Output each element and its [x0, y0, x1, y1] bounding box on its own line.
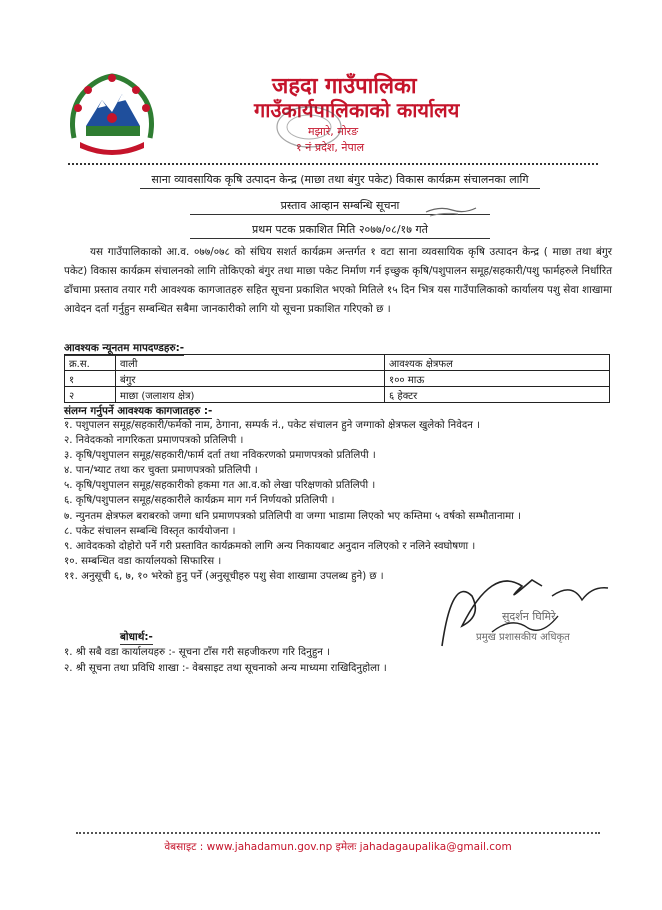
- footer-contact: वेबसाइट : www.jahadamun.gov.np इमेलः jahadagaupalika@gmail.com: [164, 841, 512, 853]
- table-cell: बंगुर: [116, 371, 385, 387]
- signature: [432, 556, 632, 658]
- district-name: मझारे, मोरङ: [308, 125, 359, 138]
- office-seal-icon: [274, 104, 344, 150]
- table-row: [65, 387, 610, 403]
- svg-text:सुदर्शन घिमिरे: सुदर्शन घिमिरे: [502, 610, 556, 623]
- list-item: ७. न्युनतम क्षेत्रफल बराबरको जग्गा धनि प्रमाणपत्रको प्रतिलिपी वा जग्गा भाडामा लिएको भए कम्तिमा ५ वर्षको सम्भौतानामा ।: [64, 510, 521, 522]
- column-header: क्र.स.: [65, 355, 116, 371]
- svg-text:प्रमुख प्रशासकीय अधिकृत: प्रमुख प्रशासकीय अधिकृत: [476, 632, 570, 643]
- table-cell: १: [65, 371, 116, 387]
- documents-heading: संलग्न गर्नुपर्ने आवश्यक कागजातहरु :-: [64, 405, 213, 417]
- table-cell: माछा (जलाशय क्षेत्र): [116, 387, 385, 403]
- office-name: गाउँकार्यपालिकाको कार्यालय: [254, 98, 460, 122]
- list-item: १०. सम्बन्धित वडा कार्यालयको सिफारिस ।: [64, 555, 222, 567]
- table-cell: ६ हेक्टर: [385, 387, 610, 403]
- list-item: १. पशुपालन समूह/सहकारी/फर्मको नाम, ठेगाना, सम्पर्क नं., पकेट संचालन हुने जग्गाको क्षेत्रफल खुलेको निवेदन ।: [64, 420, 481, 431]
- table-cell: २: [65, 387, 116, 403]
- nepal-emblem-icon: [64, 68, 160, 160]
- notice-title: प्रस्ताव आव्हान सम्बन्धि सूचना: [190, 198, 490, 215]
- pen-mark: [424, 200, 478, 220]
- table-cell: १०० माऊ: [385, 371, 610, 387]
- list-item: २. निवेदकको नागरिकता प्रमाणपत्रको प्रतिलिपी ।: [64, 435, 244, 447]
- cc-list: [64, 645, 624, 677]
- table-row: [65, 371, 610, 387]
- criteria-heading: आवश्यक न्यूनतम मापदण्डहरु:-: [64, 342, 185, 354]
- list-item: १. श्री सबै वडा कार्यालयहरु :- सूचना टाँस गरी सहजीकरण गरि दिनुहुन ।: [64, 647, 331, 658]
- column-header: वाली: [116, 355, 385, 371]
- cc-heading: बोधार्थ:-: [120, 631, 153, 643]
- list-item: ११. अनुसूची ६, ७, १० भरेको हुनु पर्ने (अनुसूचीहरु पशु सेवा शाखामा उपलब्ध हुने) छ ।: [64, 570, 384, 582]
- column-header: आवश्यक क्षेत्रफल: [385, 355, 610, 371]
- list-item: ९. आवेदकको दोहोरो पर्ने गरी प्रस्तावित कार्यक्रमको लागि अन्य निकायबाट अनुदान नलिएको र नलिने स्वघोषणा ।: [64, 540, 476, 552]
- notice-subject: साना व्यावसायिक कृषि उत्पादन केन्द्र (माछा तथा बंगुर पकेट) विकास कार्यक्रम संचालनका लागि: [140, 172, 540, 189]
- footer-divider: [76, 832, 600, 834]
- header-divider: [68, 163, 598, 165]
- list-item: ४. पान/भ्याट तथा कर चुक्ता प्रमाणपत्रको प्रतिलिपी ।: [64, 465, 258, 477]
- table-header-row: [65, 355, 610, 371]
- province-name: १ नं प्रदेश, नेपाल: [296, 141, 365, 154]
- list-item: ६. कृषि/पशुपालन समूह/सहकारीले कार्यक्रम माग गर्न निर्णयको प्रतिलिपी ।: [64, 495, 335, 507]
- publication-date: प्रथम पटक प्रकाशित मिति २०७७/०८/१७ गते: [190, 222, 490, 239]
- criteria-table: [64, 354, 610, 403]
- municipality-name: जहदा गाउँपालिका: [272, 74, 417, 99]
- list-item: २. श्री सूचना तथा प्रविधि शाखा :- वेबसाइट तथा सूचनाको अन्य माध्यमा राखिदिनुहोला ।: [64, 663, 387, 674]
- list-item: ८. पकेट संचालन सम्बन्धि विस्तृत कार्ययोजना ।: [64, 525, 236, 537]
- list-item: ३. कृषि/पशुपालन समूह/सहकारी/फार्म दर्ता तथा नविकरणको प्रमाणपत्रको प्रतिलिपी ।: [64, 450, 376, 462]
- notice-body: यस गाउँपालिकाको आ.व. ०७७/०७८ को संघिय सशर्त कार्यक्रम अन्तर्गत १ वटा साना व्यवसायिक कृषि उत्पादन केन्द्र ( माछा तथा बंगुर पकेट) विकास कार्यक्रम संचालनको लागि तोकिएको बंगुर तथा माछा पकेट निर्माण गर्न इच्छुक कृषि/पशुपालन समूह/सहकारी/पशु फार्महरुले निर्धारित ढाँचामा प्रस्ताव तयार गरी आवश्यक कागजातहरु सहित सूचना प्रकाशित भएको मितिले १५ दिन भित्र यस गाउँपालिकाको कार्यालय पशु सेवा शाखामा आवेदन दर्ता गर्नुहुन सम्बन्धित सबैमा जानकारीको लागि यो सूचना प्रकाशित गरिएको छ ।: [64, 246, 612, 315]
- list-item: ५. कृषि/पशुपालन समूह/सहकारीको हकमा गत आ.व.को लेखा परिक्षणको प्रतिलिपी ।: [64, 480, 376, 492]
